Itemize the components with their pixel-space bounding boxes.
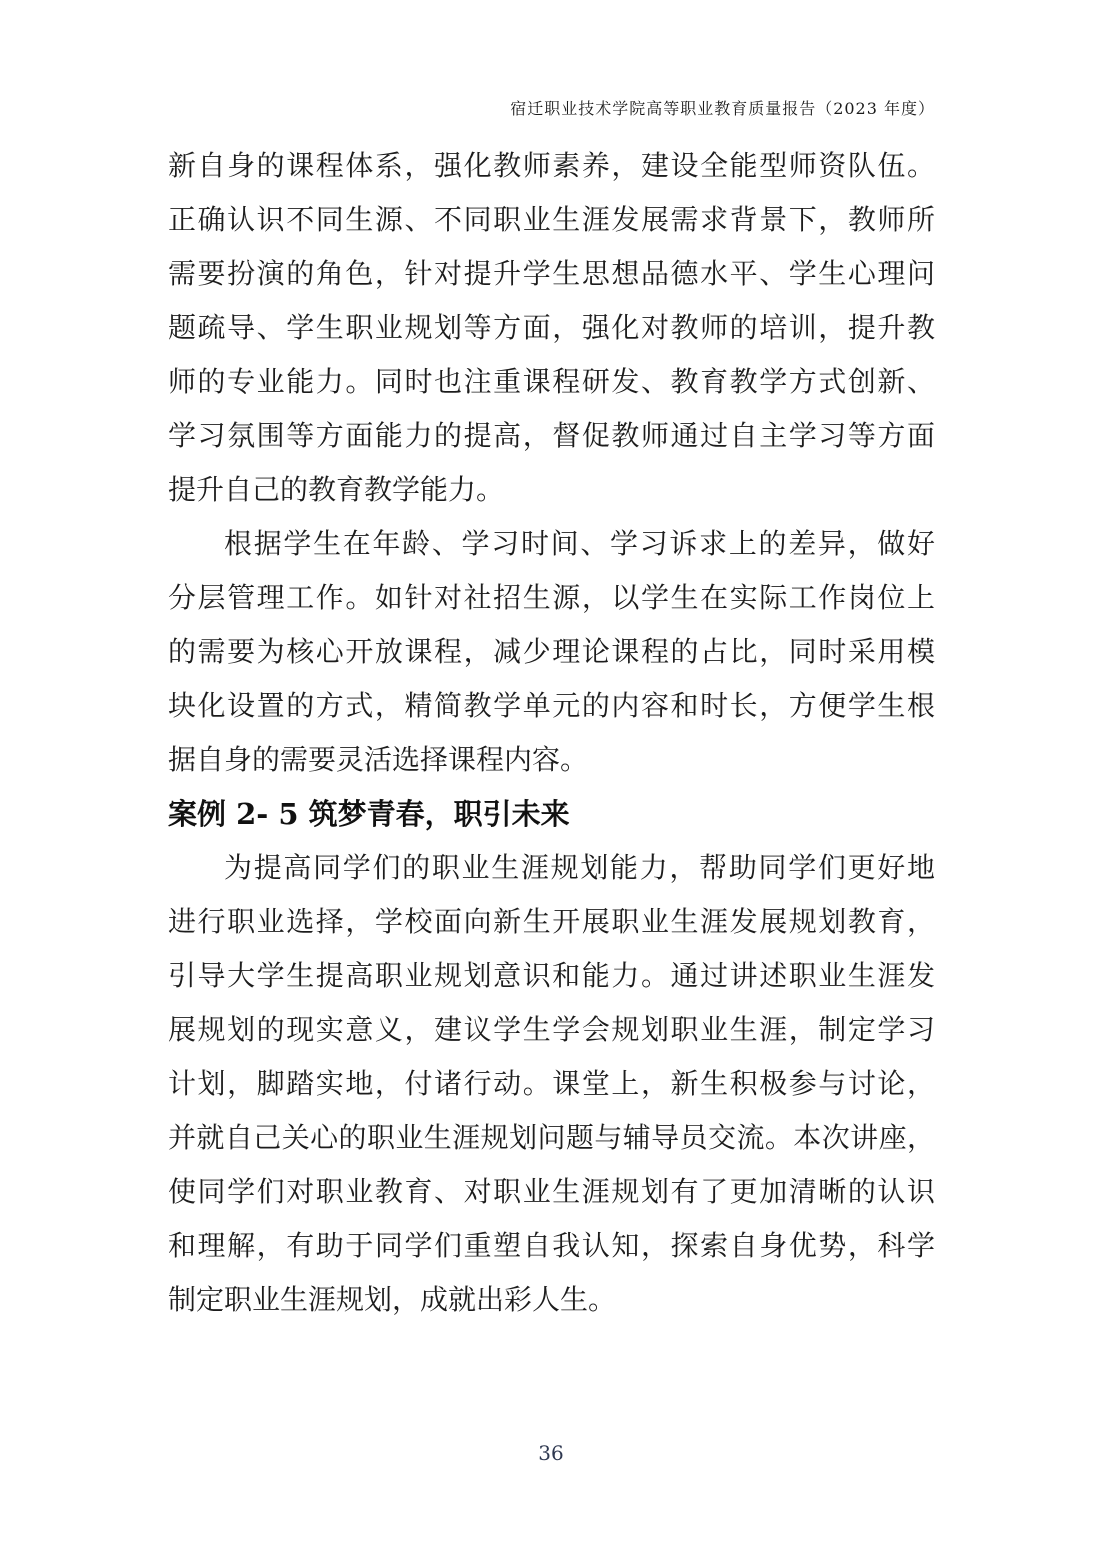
text-line: 块化设置的方式，精简教学单元的内容和时长，方便学生根 xyxy=(168,689,935,722)
text-line: 学习氛围等方面能力的提高，督促教师通过自主学习等方面 xyxy=(168,419,935,452)
page-footer xyxy=(0,1441,1102,1465)
text-line: 分层管理工作。如针对社招生源，以学生在实际工作岗位上 xyxy=(168,581,935,614)
page-body xyxy=(168,139,935,1327)
paragraph-2 xyxy=(168,517,935,787)
text-line: 展规划的现实意义，建议学生学会规划职业生涯，制定学习 xyxy=(168,1013,935,1046)
paragraph-1 xyxy=(168,139,935,517)
text-line: 引导大学生提高职业规划意识和能力。通过讲述职业生涯发 xyxy=(168,959,935,992)
text-line: 师的专业能力。同时也注重课程研发、教育教学方式创新、 xyxy=(168,365,935,398)
text-line: 提升自己的教育教学能力。 xyxy=(168,473,505,506)
report-title: 宿迁职业技术学院高等职业教育质量报告（2023 年度） xyxy=(510,99,935,118)
text-line: 并就自己关心的职业生涯规划问题与辅导员交流。本次讲座， xyxy=(168,1121,935,1154)
text-line: 根据学生在年龄、学习时间、学习诉求上的差异，做好 xyxy=(224,527,935,560)
case-heading: 案例 2- 5 筑梦青春，职引未来 xyxy=(168,797,570,831)
text-line: 题疏导、学生职业规划等方面，强化对教师的培训，提升教 xyxy=(168,311,935,344)
text-line: 使同学们对职业教育、对职业生涯规划有了更加清晰的认识 xyxy=(168,1175,935,1208)
text-line: 据自身的需要灵活选择课程内容。 xyxy=(168,743,589,776)
text-line: 新自身的课程体系，强化教师素养，建设全能型师资队伍。 xyxy=(168,149,935,182)
text-line: 的需要为核心开放课程，减少理论课程的占比，同时采用模 xyxy=(168,635,935,668)
text-line: 计划，脚踏实地，付诸行动。课堂上，新生积极参与讨论， xyxy=(168,1067,935,1100)
text-line: 进行职业选择，学校面向新生开展职业生涯发展规划教育， xyxy=(168,905,935,938)
page-number: 36 xyxy=(538,1441,564,1465)
text-line: 正确认识不同生源、不同职业生涯发展需求背景下，教师所 xyxy=(168,203,935,236)
text-line: 制定职业生涯规划，成就出彩人生。 xyxy=(168,1283,617,1316)
page-header xyxy=(168,96,935,119)
text-line: 和理解，有助于同学们重塑自我认知，探索自身优势，科学 xyxy=(168,1229,935,1262)
text-line: 需要扮演的角色，针对提升学生思想品德水平、学生心理问 xyxy=(168,257,935,290)
text-line: 为提高同学们的职业生涯规划能力，帮助同学们更好地 xyxy=(224,851,935,884)
paragraph-3 xyxy=(168,841,935,1327)
